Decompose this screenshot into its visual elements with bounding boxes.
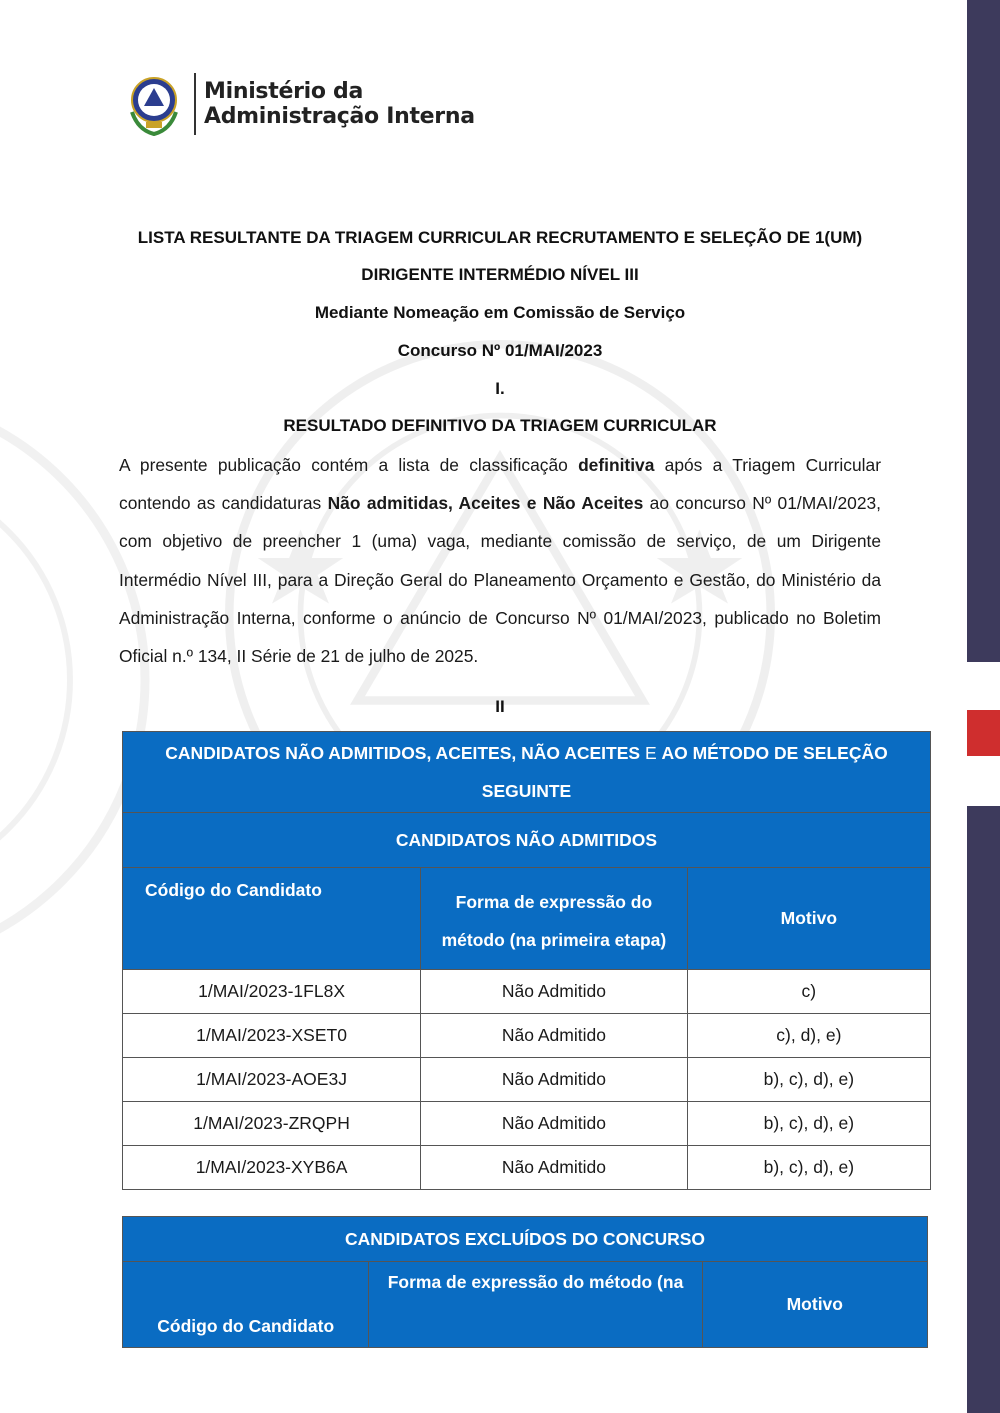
candidate-reason: c) [687, 970, 930, 1014]
candidate-form: Não Admitido [421, 1146, 688, 1190]
table-row [123, 1102, 931, 1146]
candidate-reason: b), c), d), e) [687, 1058, 930, 1102]
intro-paragraph [119, 446, 881, 675]
logo-line-1: Ministério da [204, 79, 364, 104]
table2-title: CANDIDATOS EXCLUÍDOS DO CONCURSO [123, 1217, 928, 1262]
side-bar-top [967, 0, 1000, 662]
table1-col-form-l1: Forma de expressão do [455, 891, 653, 912]
para-text-3: ao concurso Nº 01/MAI/2023, com objetivo de preencher 1 (uma) vaga, mediante comissão de serviço, de um Dirigente Intermédio Nível III, para a Direção Geral do Planeamento Orçamento e Gestão, do Ministério da Administração Interna, conforme o anúncio de Concurso Nº 01/MAI/2023, publicado no Boletim Oficial n.º 134, II Série de 21 de julho de 2025. [119, 493, 882, 667]
candidate-form: Não Admitido [421, 1058, 688, 1102]
table-row [123, 970, 931, 1014]
table1-title-c: SEGUINTE [481, 781, 572, 801]
table1-title-b: AO MÉTODO DE SELEÇÃO [661, 743, 888, 763]
table1-title-a: CANDIDATOS NÃO ADMITIDOS, ACEITES, NÃO ACEITES [165, 743, 641, 763]
table-row [123, 1146, 931, 1190]
candidate-code: 1/MAI/2023-AOE3J [123, 1058, 421, 1102]
heading-definitive-result: RESULTADO DEFINITIVO DA TRIAGEM CURRICULAR [283, 416, 717, 435]
table1-col-reason: Motivo [687, 868, 930, 970]
candidate-code: 1/MAI/2023-XSET0 [123, 1014, 421, 1058]
candidate-reason: b), c), d), e) [687, 1146, 930, 1190]
table1-title [123, 732, 931, 813]
table1-title-e: E [640, 743, 662, 763]
coat-of-arms-icon [118, 68, 190, 140]
table1-col-form [421, 868, 688, 970]
candidate-code: 1/MAI/2023-ZRQPH [123, 1102, 421, 1146]
candidate-form: Não Admitido [421, 1014, 688, 1058]
candidate-reason: b), c), d), e) [687, 1102, 930, 1146]
para-bold-1: definitiva [578, 455, 655, 475]
table-row [123, 1014, 931, 1058]
candidate-reason: c), d), e) [687, 1014, 930, 1058]
heading-position: DIRIGENTE INTERMÉDIO NÍVEL III [361, 265, 639, 284]
table1-subtitle: CANDIDATOS NÃO ADMITIDOS [123, 813, 931, 868]
section-number-i: I. [495, 379, 505, 398]
heading-list-title: LISTA RESULTANTE DA TRIAGEM CURRICULAR RECRUTAMENTO E SELEÇÃO DE 1(UM) [137, 228, 863, 247]
logo-text [204, 79, 475, 129]
candidate-code: 1/MAI/2023-1FL8X [123, 970, 421, 1014]
excluded-table [122, 1216, 928, 1348]
table1-col-code: Código do Candidato [123, 868, 421, 970]
para-text-1: A presente publicação contém a lista de classificação [119, 455, 579, 475]
para-text-2: após a Triagem Curricular contendo as candidaturas [119, 455, 881, 514]
heading-contest-number: Concurso Nº 01/MAI/2023 [397, 341, 603, 360]
table2-col-form: Forma de expressão do método (na [369, 1262, 702, 1348]
not-admitted-table [122, 731, 931, 1190]
candidate-form: Não Admitido [421, 970, 688, 1014]
side-bar-bottom [967, 806, 1000, 1413]
logo-divider [194, 73, 196, 135]
candidate-code: 1/MAI/2023-XYB6A [123, 1146, 421, 1190]
logo-line-2: Administração Interna [204, 104, 475, 129]
table2-col-code: Código do Candidato [123, 1262, 369, 1348]
ministry-logo [118, 68, 475, 140]
para-bold-2: Não admitidas, Aceites e Não Aceites [327, 493, 644, 514]
table2-col-reason: Motivo [702, 1262, 927, 1348]
section-number-ii: II [495, 697, 505, 716]
table-row [123, 1058, 931, 1102]
candidate-form: Não Admitido [421, 1102, 688, 1146]
table1-col-form-l2: método (na primeira etapa) [441, 929, 667, 950]
heading-appointment: Mediante Nomeação em Comissão de Serviço [314, 303, 686, 322]
